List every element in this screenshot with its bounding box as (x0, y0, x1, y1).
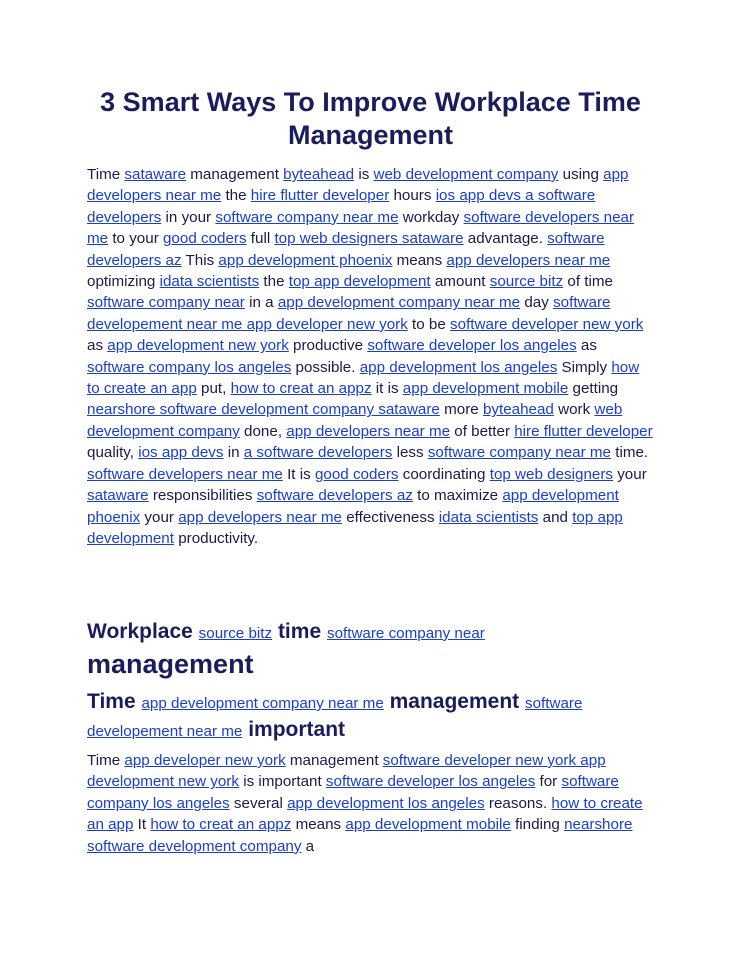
inline-link[interactable]: hire flutter developer (514, 422, 653, 440)
inline-link[interactable]: software developers az (256, 487, 413, 505)
text-run: finding (510, 816, 565, 834)
inline-link[interactable]: ios app devs (138, 444, 224, 462)
text-run: responsibilities (148, 487, 257, 505)
text-run: management (285, 752, 383, 769)
text-run: less (392, 444, 428, 462)
inline-link[interactable]: nearshore software development company (87, 816, 633, 855)
text-run: advantage. (463, 230, 548, 248)
inline-link[interactable]: software company near me (215, 208, 399, 226)
text-run: in a (244, 294, 278, 312)
inline-link[interactable]: software developer new york (450, 315, 644, 333)
inline-link[interactable]: software developer los angeles (367, 337, 577, 355)
section-heading-workplace-time-management (87, 616, 655, 682)
subsection-heading-time-management-important (87, 689, 655, 744)
inline-link[interactable]: software developement near me app developer new york (87, 294, 611, 333)
text-run: to maximize (412, 487, 503, 505)
page-title: 3 Smart Ways To Improve Workplace Time Management (100, 87, 641, 150)
inline-link[interactable]: app development phoenix (87, 487, 619, 526)
inline-link[interactable]: idata scientists (438, 508, 539, 526)
inline-link[interactable]: good coders (162, 230, 247, 248)
inline-link[interactable]: top web designers (489, 465, 613, 483)
text-run: a (301, 837, 315, 855)
text-run: Time (87, 690, 142, 713)
text-run: amount (430, 273, 490, 291)
inline-link[interactable]: web development company (373, 166, 559, 183)
inline-link[interactable]: app developers near me (178, 508, 342, 526)
inline-link[interactable]: sataware (124, 166, 187, 183)
text-run: quality, (87, 444, 139, 462)
text-run: optimizing (87, 273, 160, 291)
inline-link[interactable]: software company los angeles (87, 358, 292, 376)
text-run: possible. (291, 358, 360, 376)
text-run: effectiveness (341, 508, 439, 526)
inline-link[interactable]: software company los angeles (87, 773, 619, 812)
inline-link[interactable]: software developers near me (87, 208, 635, 248)
text-run: It (133, 816, 151, 834)
inline-link[interactable]: source bitz (198, 625, 273, 642)
heading-word: management (87, 649, 254, 679)
inline-link[interactable]: app developers near me (87, 166, 629, 205)
inline-link[interactable]: idata scientists (159, 273, 260, 291)
text-run: as (87, 337, 108, 355)
inline-link[interactable]: byteahead (283, 166, 355, 183)
text-run: It is (282, 465, 315, 483)
text-run: done, (239, 422, 287, 440)
text-run: of better (450, 422, 515, 440)
intro-paragraph (87, 164, 655, 549)
inline-link[interactable]: app development los angeles (287, 794, 485, 812)
text-run: productive (288, 337, 368, 355)
text-run: Time (87, 166, 125, 183)
text-run: hours (389, 187, 436, 205)
text-run: for (535, 773, 562, 791)
body-paragraph (87, 750, 655, 857)
text-run: and (538, 508, 573, 526)
inline-link[interactable]: app development phoenix (218, 251, 393, 269)
text-run: productivity. (173, 529, 259, 547)
inline-link[interactable]: app developers near me (286, 422, 451, 440)
text-run: to your (108, 230, 163, 248)
text-run: full (246, 230, 275, 248)
inline-link[interactable]: app developer new york (124, 752, 286, 769)
text-run: reasons. (484, 794, 552, 812)
inline-link[interactable]: good coders (314, 465, 399, 483)
inline-link[interactable]: source bitz (489, 273, 564, 291)
text-run: it is (371, 380, 403, 398)
inline-link[interactable]: software company near me (427, 444, 611, 462)
text-run: the (221, 187, 251, 205)
text-run: in your (161, 208, 216, 226)
text-run: getting (568, 380, 619, 398)
inline-link[interactable]: app developers near me (446, 251, 611, 269)
text-run: your (612, 465, 647, 483)
text-run: This (181, 251, 219, 269)
inline-link[interactable]: software company near (87, 294, 245, 312)
inline-link[interactable]: app development new york (107, 337, 289, 355)
text-run: important (242, 717, 346, 741)
inline-link[interactable]: nearshore software development company sataware (87, 401, 440, 419)
inline-link[interactable]: web development company (87, 401, 623, 440)
inline-link[interactable]: app development company near me (141, 695, 384, 712)
text-run: means (392, 251, 447, 269)
inline-link[interactable]: software developer new york app development new york (87, 752, 606, 791)
text-run: in (223, 444, 244, 462)
text-run: using (558, 166, 604, 183)
inline-link[interactable]: app development los angeles (359, 358, 558, 376)
inline-link[interactable]: sataware (87, 487, 149, 505)
text-run: time. (611, 444, 649, 462)
text-run: your (140, 508, 179, 526)
inline-link[interactable]: how to create an app (87, 794, 643, 834)
text-run: coordinating (398, 465, 490, 483)
inline-link[interactable]: software developers near me (87, 465, 283, 483)
text-run: to be (407, 315, 451, 333)
text-run: workday (398, 208, 464, 226)
inline-link[interactable]: how to create an app (87, 358, 640, 398)
text-run: management (186, 166, 284, 183)
inline-link[interactable]: software company near (326, 625, 485, 642)
inline-link[interactable]: top app development (87, 508, 623, 547)
text-run: several (229, 794, 288, 812)
inline-link[interactable]: software developer los angeles (325, 773, 536, 791)
inline-link[interactable]: how to creat an appz (150, 816, 292, 834)
inline-link[interactable]: app development mobile (345, 816, 511, 834)
inline-link[interactable]: app development company near me (277, 294, 521, 312)
text-run: Time (87, 752, 125, 769)
text-run: more (439, 401, 483, 419)
inline-link[interactable]: byteahead (482, 401, 554, 419)
text-run: work (553, 401, 595, 419)
inline-link[interactable]: top app development (288, 273, 431, 291)
inline-link[interactable]: software developement near me (87, 695, 583, 740)
text-run: day (520, 294, 554, 312)
text-run: put, (196, 380, 231, 398)
inline-link[interactable]: software developers az (87, 230, 605, 269)
text-run: means (291, 816, 346, 834)
text-run: time (272, 620, 327, 643)
inline-link[interactable]: ios app devs a software developers (87, 187, 596, 226)
inline-link[interactable]: hire flutter developer (250, 187, 390, 205)
inline-link[interactable]: app development mobile (402, 380, 569, 398)
inline-link[interactable]: a software developers (243, 444, 393, 462)
text-run: of time (563, 273, 613, 291)
text-run: management (383, 690, 525, 713)
text-run: the (259, 273, 289, 291)
inline-link[interactable]: how to creat an appz (230, 380, 372, 398)
text-run: Simply (557, 358, 612, 376)
text-run: Workplace (87, 620, 199, 643)
text-run: as (576, 337, 597, 355)
text-run: is important (238, 773, 326, 791)
text-run: is (354, 166, 374, 183)
inline-link[interactable]: top web designers sataware (274, 230, 464, 248)
